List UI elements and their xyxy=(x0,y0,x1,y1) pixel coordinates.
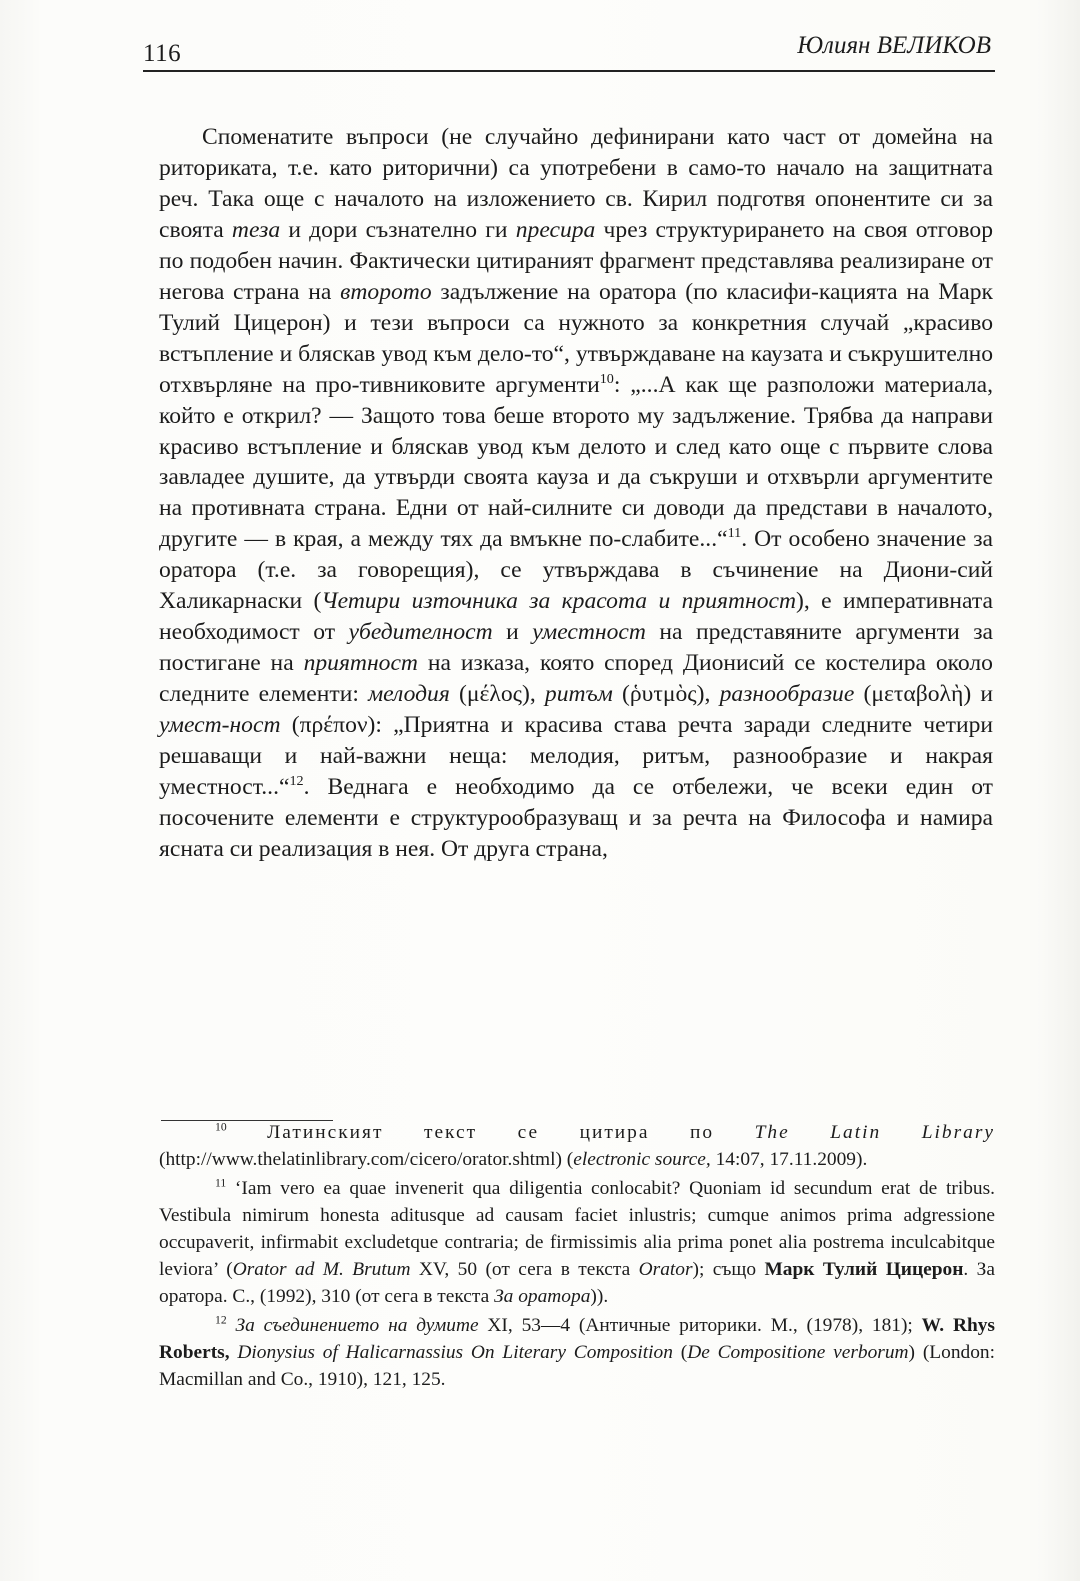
emphasis-raznoobrazie: разнообразие xyxy=(719,681,855,708)
text-run: : „...А как ще разположи материала, който е открил? — Защото това беше второто му задължение. Трябва да направи красиво встъпление и бляскав увод към делото и след като още с първите слова завладее душите, да утвърди своята кауза и да съкруши и отхвърли аргументите на противната страна. Едни от най-силните си доводи да представи в началото, другите — в края, а между тях да вмъкне по-слабите...“ xyxy=(159,371,993,553)
running-head-author: Юлиян ВЕЛИКОВ xyxy=(797,32,991,59)
text-run: Латинският текст се цитира по xyxy=(226,1122,755,1143)
footnote-12 xyxy=(159,1312,995,1393)
emphasis-umestnost: уместност xyxy=(532,619,646,646)
text-run: ), е императивната необходимост от xyxy=(159,588,993,646)
text-run: . За оратора. С., (1992), 310 (от сега в текста xyxy=(159,1259,995,1307)
text-run: XV, 50 (от сега в текста xyxy=(410,1259,639,1280)
emphasis-ubeditelnost: убедителност xyxy=(348,619,493,646)
text-run: и дори съзнателно ги xyxy=(280,216,516,243)
source-title: За съединението на думите xyxy=(235,1315,479,1336)
url-text: (http://www.thelatinlibrary.com/cicero/orator.shtml) ( xyxy=(159,1149,574,1170)
text-run: ); също xyxy=(692,1259,765,1280)
text-run: ( xyxy=(672,1342,688,1363)
text-run: (ῥυτμὸς), xyxy=(612,681,720,708)
source-title: De Compositione verborum xyxy=(687,1342,909,1363)
text-run: на изказа, която според Дионисий се костелира около следните елементи: xyxy=(159,650,993,708)
footnotes xyxy=(159,1119,995,1393)
text-run: . Веднага е необходимо да се отбележи, че всеки един от посочените елементи е структурообразуващ и за речта на Философа и намира ясната си реализация в нея. От друга страна, xyxy=(159,774,993,862)
text-run: XI, 53—4 (Античные риторики. М., (1978), 181); xyxy=(478,1315,922,1336)
text-run: (πρέπον): „Приятна и красива става речта заради следните четири решаващи и най-важни неща: мелодия, ритъм, разнообразие и накрая уместност...“ xyxy=(159,712,993,801)
footnote-11 xyxy=(159,1175,995,1310)
text-run: чрез структурирането на своя отговор по подобен начин. Фактически цитираният фрагмент представлява реализиране от негова страна на xyxy=(159,216,993,305)
text-run: Споменатите въпроси (не случайно дефинирани като част от домейна на риториката, т.е. като риторични) са употребени в само-то начало на защитната реч. Така още с началото на изложението св. Кирил подготвя опонентите си за своята xyxy=(159,124,993,243)
text-run: )). xyxy=(590,1286,609,1307)
author-name: W. Rhys Roberts, xyxy=(159,1315,995,1363)
text-run: electronic source, xyxy=(573,1149,711,1170)
emphasis-vtoroto: второто xyxy=(340,278,432,305)
emphasis-teza: теза xyxy=(231,216,281,243)
emphasis-umestnost-2: умест-ност xyxy=(159,712,281,739)
footnote-number: 11 xyxy=(215,1176,227,1190)
page-header xyxy=(143,30,995,72)
footnote-ref-12[interactable]: 12 xyxy=(289,773,304,790)
emphasis-melodiya: мелодия xyxy=(368,681,450,708)
source-title: За оратора xyxy=(494,1286,591,1307)
emphasis-ritam: ритъм xyxy=(544,681,613,708)
main-paragraph xyxy=(159,122,993,865)
text-run: 14:07, 17.11.2009). xyxy=(710,1149,868,1170)
source-title: Dionysius of Halicarnassius On Literary Composition xyxy=(237,1342,673,1363)
text-run: ‘Iam vero ea quae invenerit qua diligentia conlocabit? Quoniam id secundum erat de tribus. Vestibula nimirum honesta aditusque ad causam faciet inlustris; cumque animos prima adgressione occupaverit, infirmabit excludetque contraria; de firmissimis alia prima ponet alia postrema inculcabitque leviora’ ( xyxy=(159,1178,995,1280)
text-run: (μεταβολὴ) и xyxy=(854,681,994,708)
text-run: задължение на оратора (по класифи-кацията на Марк Тулий Цицерон) и тези въпроси са нужното за конкретния случай „красиво встъпление и бляскав увод към дело-то“, утвърждаване на каузата и съкрушително отхвърляне на про-тивниковите аргументи xyxy=(159,278,993,398)
text-run: (μέλος), xyxy=(449,681,545,708)
header-rule xyxy=(143,70,995,72)
footnote-number: 10 xyxy=(215,1120,227,1134)
source-title: Orator xyxy=(638,1259,693,1280)
emphasis-presira: пресира xyxy=(515,216,596,243)
main-text xyxy=(159,122,993,865)
text-run: на представяните аргументи за постигане на xyxy=(159,619,993,677)
emphasis-title: Четири източника за красота и приятност xyxy=(321,588,797,615)
footnote-number: 12 xyxy=(215,1313,227,1327)
footnote-ref-11[interactable]: 11 xyxy=(727,525,742,542)
emphasis-priyatnost: приятност xyxy=(303,650,418,677)
footnote-ref-10[interactable]: 10 xyxy=(599,370,614,387)
source-title: The Latin Library xyxy=(754,1122,995,1143)
text-run: ) (London: Macmillan and Co., 1910), 121, 125. xyxy=(159,1342,995,1390)
source-title: Orator ad M. Brutum xyxy=(232,1259,411,1280)
page-number: 116 xyxy=(143,40,182,67)
author-name: Марк Тулий Цицерон xyxy=(764,1259,964,1280)
text-run: . От особено значение за оратора (т.е. за говорещия), се утвърждава в съчинение на Диони-сий Халикарнаски ( xyxy=(159,526,993,615)
text-run: и xyxy=(492,619,533,646)
footnote-10 xyxy=(159,1119,995,1173)
